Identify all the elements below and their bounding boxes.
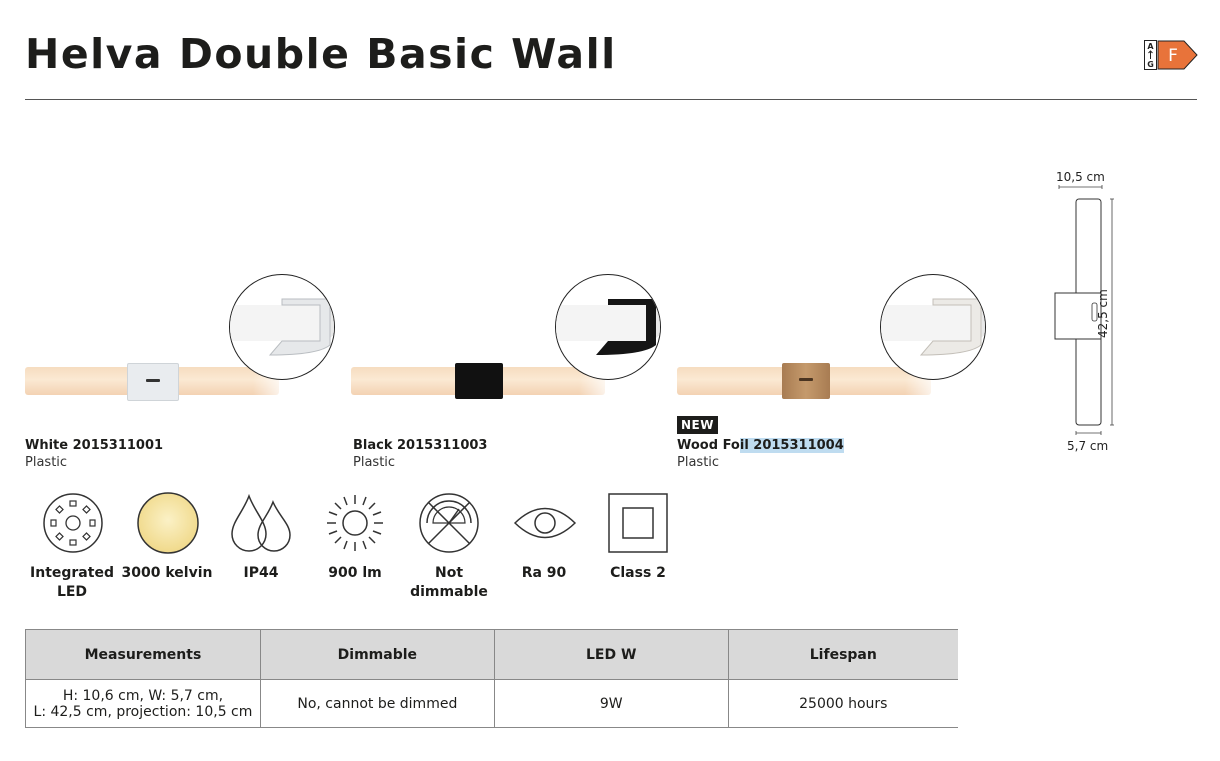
page-title: Helva Double Basic Wall [25, 30, 617, 78]
detail-zoom-black [555, 274, 661, 380]
detail-zoom-wood [880, 274, 986, 380]
variant-material: Plastic [25, 455, 68, 470]
feature-label: 3000 kelvin [121, 565, 213, 581]
feature-label: Class 2 [610, 565, 666, 581]
variant-name: Wood Foil 2015311004 [677, 438, 844, 453]
header-lifespan: Lifespan [728, 630, 958, 680]
water-drops-icon [229, 492, 293, 554]
energy-scale-bottom: G [1147, 60, 1154, 69]
cell-lifespan: 25000 hours [728, 680, 958, 728]
energy-class-letter: F [1168, 46, 1178, 66]
feature-label: Ra 90 [521, 565, 567, 581]
lamp-clamp-black [455, 363, 503, 399]
feature-label: Integrated LED [30, 565, 114, 600]
header-measurements: Measurements [26, 630, 261, 680]
header-dimmable: Dimmable [260, 630, 494, 680]
new-badge: NEW [677, 416, 718, 434]
detail-zoom-white [229, 274, 335, 380]
eye-icon [513, 500, 577, 546]
sun-icon [324, 492, 386, 554]
energy-label-icon [1144, 40, 1198, 70]
cell-measurements: H: 10,6 cm, W: 5,7 cm, L: 42,5 cm, projection: 10,5 cm [26, 680, 261, 728]
feature-label: 900 lm [328, 565, 382, 581]
specs-header-row [26, 630, 959, 680]
dim-side-label: 42,5 cm [1096, 289, 1110, 338]
warm-light-icon [136, 491, 200, 555]
variant-material: Plastic [677, 455, 720, 470]
feature-label: Not dimmable [410, 565, 488, 600]
dim-top-label: 10,5 cm [1056, 170, 1105, 184]
specs-value-row [26, 680, 959, 728]
specs-table [25, 629, 958, 728]
variant-material: Plastic [353, 455, 396, 470]
cell-led-w: 9W [494, 680, 728, 728]
not-dimmable-icon [418, 492, 480, 554]
lamp-clamp-wood [782, 363, 830, 399]
feature-label: IP44 [243, 565, 279, 581]
variant-name: Black 2015311003 [353, 438, 488, 453]
cell-dimmable: No, cannot be dimmed [260, 680, 494, 728]
header-divider [25, 99, 1197, 100]
class2-icon [607, 492, 669, 554]
lamp-clamp-white [127, 363, 179, 401]
header-led-w: LED W [494, 630, 728, 680]
energy-scale-top: A [1147, 42, 1154, 51]
dim-bottom-label: 5,7 cm [1067, 439, 1109, 453]
integrated-led-icon [42, 492, 104, 554]
variant-name: White 2015311001 [25, 438, 164, 453]
